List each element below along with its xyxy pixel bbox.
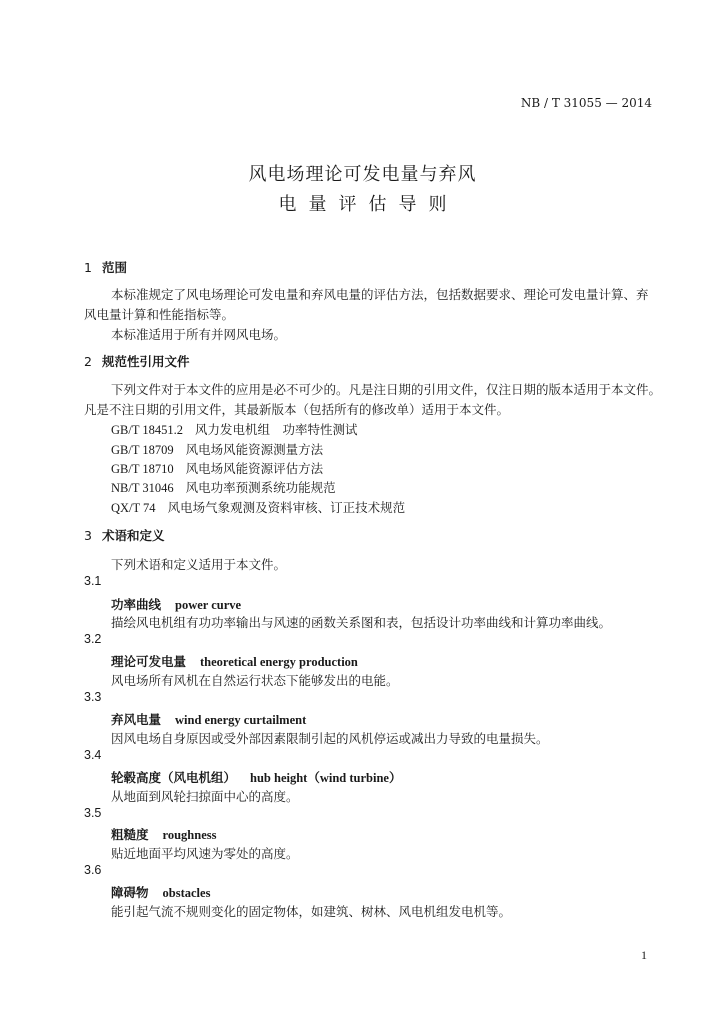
document-title-line2: 电量评估导则 [278,194,459,215]
term-zh: 粗糙度 [111,827,149,842]
term-definition: 从地面到风轮扫掠面中心的高度。 [111,789,299,804]
reference-item [111,459,323,477]
term-definition: 风电场所有风机在自然运行状态下能够发出的电能。 [111,673,399,688]
paragraph: 下列文件对于本文件的应用是必不可少的。凡是注日期的引用文件，仅注日期的版本适用于本文件。 [111,382,662,397]
term-zh: 轮毂高度（风电机组） [111,770,237,785]
section-number: 1 [84,260,92,275]
reference-title: 风电场气象观测及资料审核、订正技术规范 [167,500,406,515]
term-definition: 因风电场自身原因或受外部因素限制引起的风机停运或减出力导致的电量损失。 [111,731,549,746]
term-title [111,768,401,786]
term-title [111,883,210,901]
reference-title: 风电功率预测系统功能规范 [185,480,336,495]
section-2-heading [84,352,190,370]
term-title [111,595,241,613]
reference-item [111,498,405,516]
section-number: 3 [84,528,92,543]
term-en: theoretical energy production [200,655,358,669]
term-en: hub height（wind turbine） [250,771,402,785]
section-title: 规范性引用文件 [102,354,190,369]
reference-code: GB/T 18709 [111,443,174,457]
paragraph: 风电量计算和性能指标等。 [84,307,235,322]
reference-item [111,420,358,438]
term-number: 3.2 [84,632,102,646]
reference-title: 风电场风能资源评估方法 [185,461,324,476]
term-title [111,652,358,670]
section-title: 范围 [102,260,128,275]
reference-code: QX/T 74 [111,501,156,515]
paragraph: 下列术语和定义适用于本文件。 [111,557,287,572]
term-number: 3.6 [84,863,102,877]
paragraph: 本标准适用于所有并网风电场。 [111,327,287,342]
reference-code: GB/T 18451.2 [111,423,183,437]
term-number: 3.3 [84,690,102,704]
reference-code: NB/T 31046 [111,481,174,495]
paragraph: 凡是不注日期的引用文件，其最新版本（包括所有的修改单）适用于本文件。 [84,402,510,417]
term-en: wind energy curtailment [175,713,307,727]
section-number: 2 [84,354,92,369]
term-title [111,825,216,843]
term-definition: 描绘风电机组有功功率输出与风速的函数关系图和表，包括设计功率曲线和计算功率曲线。 [111,615,612,630]
term-number: 3.1 [84,574,102,588]
term-en: roughness [162,828,217,842]
standard-number: NB / T 31055 — 2014 [520,96,652,110]
reference-title: 风力发电机组 功率特性测试 [195,422,358,437]
term-title [111,710,306,728]
term-en: obstacles [162,886,211,900]
term-definition: 贴近地面平均风速为零处的高度。 [111,846,299,861]
term-definition: 能引起气流不规则变化的固定物体，如建筑、树林、风电机组发电机等。 [111,904,512,919]
term-number: 3.5 [84,806,102,820]
section-1-heading [84,258,127,276]
paragraph: 本标准规定了风电场理论可发电量和弃风电量的评估方法，包括数据要求、理论可发电量计算、弃 [111,287,649,302]
term-zh: 弃风电量 [111,712,162,727]
page-number: 1 [641,948,647,962]
reference-code: GB/T 18710 [111,462,174,476]
section-title: 术语和定义 [102,528,165,543]
term-zh: 功率曲线 [111,597,162,612]
section-3-heading [84,526,165,544]
reference-title: 风电场风能资源测量方法 [185,442,324,457]
term-number: 3.4 [84,748,102,762]
reference-item [111,478,336,496]
document-title-line1: 风电场理论可发电量与弃风 [248,164,477,185]
term-zh: 障碍物 [111,885,149,900]
term-zh: 理论可发电量 [111,654,187,669]
reference-item [111,440,323,458]
term-en: power curve [175,598,242,612]
